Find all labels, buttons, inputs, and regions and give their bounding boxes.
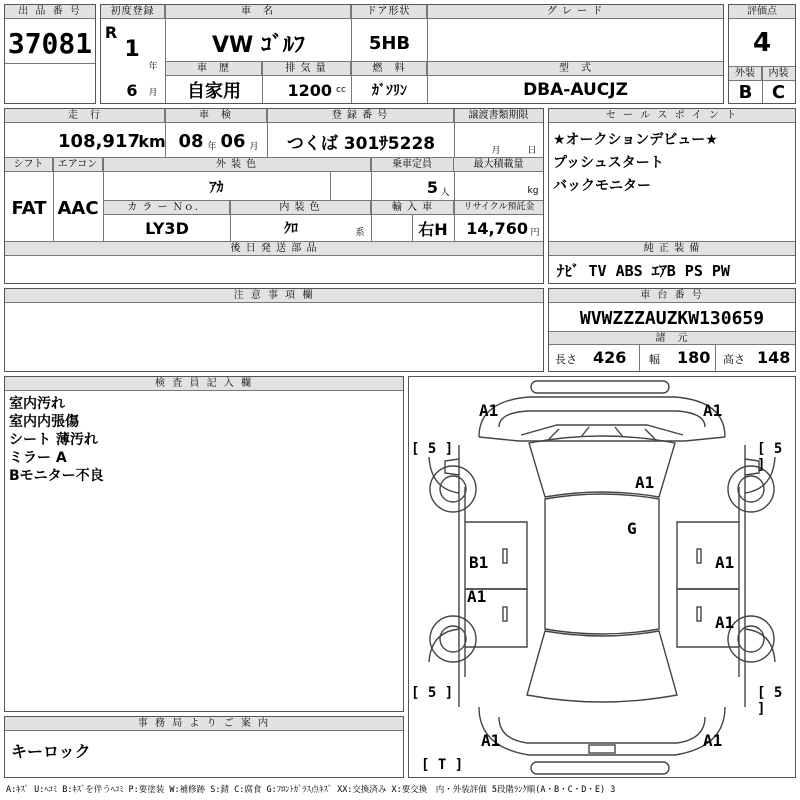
inspection-year: 08 [178, 130, 204, 152]
damage-mark: A1 [479, 401, 499, 420]
damage-mark: A1 [635, 473, 655, 492]
inspector-note: シート 薄汚れ [9, 432, 98, 448]
model-label: 型 式 [428, 62, 723, 76]
inspector-note: Bモニター不良 [9, 468, 104, 484]
exterior-label: 外装 [729, 67, 762, 81]
month-unit: 月 [148, 87, 158, 98]
int-color-value: ｸﾛ [284, 221, 298, 237]
score-value: 4 [752, 28, 772, 58]
era: R [104, 22, 118, 42]
color-no-label: カ ラ ー Ｎｏ． [104, 201, 230, 215]
height-value: 148 [757, 348, 791, 367]
capacity-label: 乗車定員 [371, 158, 454, 172]
sales-line: プッシュスタート [553, 155, 664, 171]
ext-color-label: 外 装 色 [103, 158, 371, 172]
width-label: 幅 [649, 353, 660, 366]
damage-mark: A1 [467, 587, 487, 606]
displacement-value: 1200 [287, 80, 332, 100]
office-info-box [4, 716, 404, 778]
equipment-label: 純 正 装 備 [549, 242, 795, 256]
tire-tread: [ 5 ] [757, 685, 783, 717]
chassis-number: WVWZZZAUZKW130659 [579, 307, 765, 329]
exterior-score: B [738, 81, 753, 103]
height-label: 高さ [723, 353, 745, 366]
mileage-value: 108,917 [58, 130, 140, 152]
transfer-label: 譲渡書類期限 [454, 109, 543, 123]
damage-mark: A1 [715, 613, 735, 632]
color-no-value: LY3D [145, 218, 189, 238]
tire-tread: [ 5 ] [411, 685, 454, 701]
length-value: 426 [593, 348, 627, 367]
ext-color-value: ｱｶ [209, 180, 224, 196]
sales-line: ★オークションデビュー★ [553, 132, 718, 148]
capacity-value: 5 [426, 177, 438, 197]
load-unit: kg [527, 186, 539, 196]
plate-value: つくば 301ｻ5228 [286, 133, 436, 154]
later-parts-label: 後 日 発 送 部 品 [5, 242, 543, 256]
transfer-month: 月 [491, 145, 501, 156]
score-label: 評価点 [729, 5, 795, 19]
lot-number: 37081 [7, 26, 93, 60]
inspector-note: ミラー A [9, 450, 67, 466]
car-diagram [409, 377, 795, 777]
shift-label: シフト [5, 158, 53, 172]
ac-value: AAC [57, 197, 99, 219]
shift-value: FAT [11, 197, 47, 219]
damage-mark: G [627, 519, 637, 538]
chassis-box [548, 288, 796, 372]
recycle-value: 14,760 [466, 218, 528, 238]
office-info-value: キーロック [11, 742, 91, 761]
mileage-unit: km [138, 131, 166, 151]
sales-points-label: セ ー ル ス ポ イ ン ト [549, 109, 795, 123]
lot-number-label: 出 品 番 号 [5, 5, 95, 19]
car-diagram-box [408, 376, 796, 778]
inspection-year-unit: 年 [207, 141, 217, 152]
damage-mark: A1 [703, 731, 723, 750]
spare-tire: [ T ] [421, 757, 464, 773]
damage-mark: A1 [715, 553, 735, 572]
transfer-day: 日 [527, 145, 537, 156]
damage-mark: A1 [481, 731, 501, 750]
office-info-label: 事 務 局 よ り ご 案 内 [5, 717, 403, 731]
year-num: 1 [124, 36, 140, 62]
spec-label: 諸 元 [549, 331, 795, 345]
sales-line: バックモニター [553, 178, 651, 194]
month-num: 6 [126, 80, 138, 100]
inspector-note: 室内内張傷 [9, 414, 79, 430]
plate-label: 登 録 番 号 [267, 109, 454, 123]
model-value: DBA-AUCJZ [523, 80, 628, 100]
caution-label: 注 意 事 項 欄 [5, 289, 543, 303]
int-color-unit: 系 [355, 227, 365, 238]
inspection-month: 06 [220, 130, 246, 152]
inspection-month-unit: 月 [249, 141, 259, 152]
legend: A:ｷｽﾞ U:ﾍｺﾐ B:ｷｽﾞを伴うﾍｺﾐ P:要塗装 W:補修跡 S:錆 C:腐食 G:ﾌﾛﾝﾄｶﾞﾗｽ点ｷｽﾞ XX:交換済み X:要交換 内・外装評価 5段階ﾗﾝｸ順(A・B・C・D・E) 3 [6, 785, 616, 795]
equipment-value: ﾅﾋﾞ TV ABS ｴｱB PS PW [557, 261, 730, 280]
grade-label: グ レ ー ド [427, 5, 723, 19]
recycle-unit: 円 [530, 227, 540, 238]
capacity-unit: 人 [440, 187, 450, 198]
import-value: 右H [418, 219, 448, 239]
interior-label: 内装 [762, 67, 795, 81]
lot-number-box [4, 4, 96, 104]
inspector-notes-box [4, 376, 404, 712]
inspector-note: 室内汚れ [9, 396, 65, 412]
inspector-notes-label: 検 査 員 記 入 欄 [5, 377, 403, 391]
displacement-label: 排 気 量 [262, 62, 351, 76]
grade-value [428, 24, 723, 62]
first-reg-label: 初度登録 [101, 5, 165, 19]
recycle-label: リサイクル預託金 [455, 201, 543, 215]
displacement-unit: cc [336, 85, 346, 95]
car-name: VW ｺﾞﾙﾌ [212, 32, 305, 58]
inspection-label: 車 検 [165, 109, 267, 123]
history-value: 自家用 [187, 81, 241, 102]
tire-tread: [ 5 ] [411, 441, 454, 457]
sales-points-box [548, 108, 796, 284]
interior-score: C [771, 81, 786, 103]
tire-tread: [ 5 ] [757, 441, 783, 473]
fuel-label: 燃 料 [352, 62, 427, 76]
history-label: 車 歴 [166, 62, 262, 76]
year-unit: 年 [148, 61, 158, 72]
int-color-label: 内 装 色 [230, 201, 371, 215]
length-label: 長さ [555, 353, 577, 366]
door-type: 5HB [368, 32, 411, 54]
damage-mark: A1 [703, 401, 723, 420]
fuel-value: ｶﾞｿﾘﾝ [372, 83, 407, 99]
chassis-label: 車 台 番 号 [549, 289, 795, 303]
ac-label: エアコン [53, 158, 103, 172]
damage-mark: B1 [469, 553, 489, 572]
score-box [728, 4, 796, 104]
load-label: 最大積載量 [454, 158, 543, 172]
width-value: 180 [677, 348, 711, 367]
car-name-label: 車 名 [165, 5, 351, 19]
import-label: 輸 入 車 [372, 201, 454, 215]
mileage-label: 走 行 [5, 109, 165, 123]
door-label: ドア形状 [351, 5, 427, 19]
caution-box [4, 288, 544, 372]
